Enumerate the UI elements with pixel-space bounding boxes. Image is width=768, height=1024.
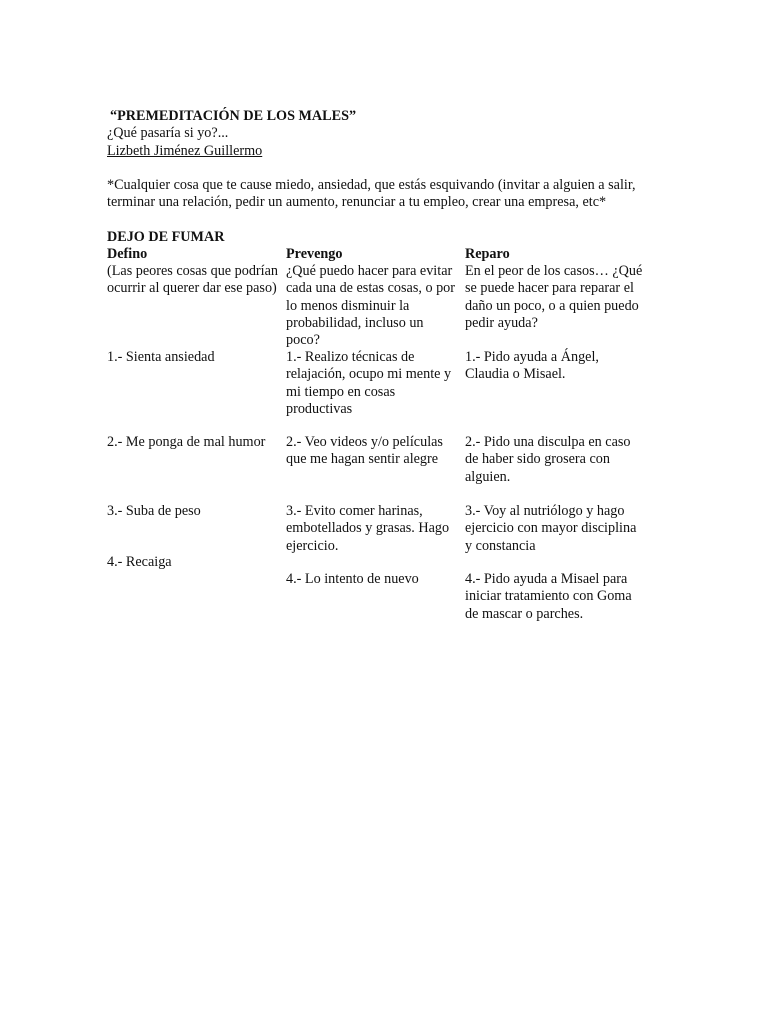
prevent-item-4: 4.- Lo intento de nuevo [286, 571, 419, 587]
worksheet-section [107, 229, 667, 622]
repair-item-4: 4.- Pido ayuda a Misael para iniciar tratamiento con Goma de mascar o parches. [465, 571, 632, 622]
repair-item-3: 3.- Voy al nutriólogo y hago ejercicio con mayor disciplina y constancia [465, 503, 637, 554]
prevent-item-1: 1.- Realizo técnicas de relajación, ocupo mi mente y mi tiempo en cosas productivas [286, 349, 452, 417]
column-description-define: (Las peores cosas que podrían ocurrir al querer dar ese paso) [107, 263, 278, 297]
column-description-prevent: ¿Qué puedo hacer para evitar cada una de estas cosas, o por lo menos disminuir la probabilidad, incluso un poco? [286, 263, 456, 349]
define-item-1: 1.- Sienta ansiedad [107, 349, 215, 365]
document-header [107, 108, 667, 211]
document-title: “PREMEDITACIÓN DE LOS MALES” [110, 108, 357, 124]
repair-item-1: 1.- Pido ayuda a Ángel, Claudia o Misael. [465, 349, 599, 383]
prevent-item-3: 3.- Evito comer harinas, embotellados y grasas. Hago ejercicio. [286, 503, 450, 554]
document-author: Lizbeth Jiménez Guillermo [107, 142, 263, 159]
define-item-4: 4.- Recaiga [107, 554, 172, 570]
section-title: DEJO DE FUMAR [107, 229, 225, 245]
prevent-item-2: 2.- Veo videos y/o películas que me hagan sentir alegre [286, 434, 443, 468]
intro-paragraph: *Cualquier cosa que te cause miedo, ansiedad, que estás esquivando (invitar a alguien a salir, terminar una relación, pedir un aumento, renunciar a tu empleo, crear una empresa, etc* [107, 176, 636, 211]
column-description-repair: En el peor de los casos… ¿Qué se puede hacer para reparar el daño un poco, o a quien puedo pedir ayuda? [465, 263, 643, 331]
define-item-2: 2.- Me ponga de mal humor [107, 434, 266, 450]
column-heading-repair: Reparo [465, 246, 510, 262]
column-heading-define: Defino [107, 246, 148, 262]
define-item-3: 3.- Suba de peso [107, 503, 201, 519]
column-heading-prevent: Prevengo [286, 246, 343, 262]
document-subtitle: ¿Qué pasaría si yo?... [107, 125, 229, 142]
repair-item-2: 2.- Pido una disculpa en caso de haber sido grosera con alguien. [465, 434, 631, 485]
